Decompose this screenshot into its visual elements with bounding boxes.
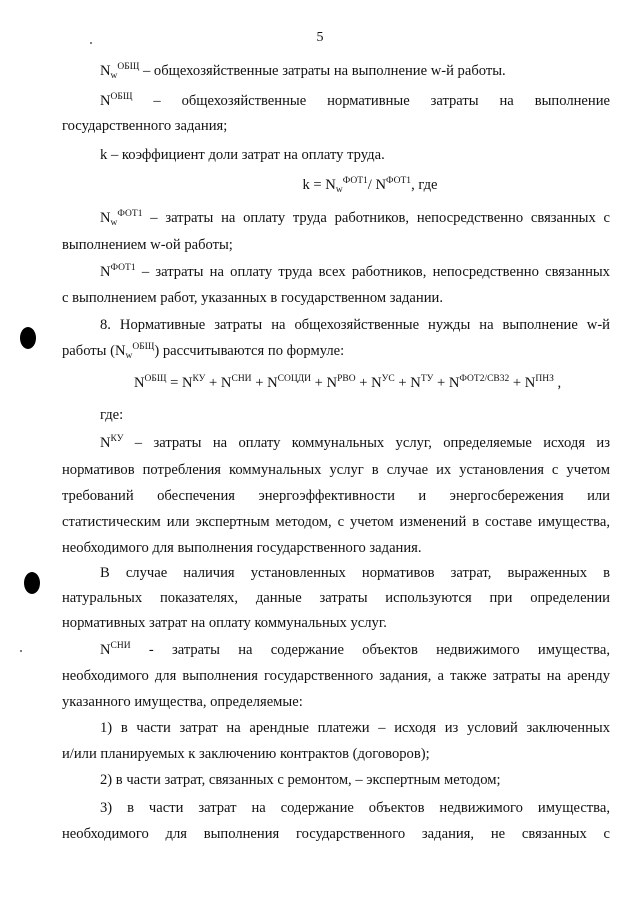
definition-n-obshch-w: $N_w^{ОБЩ}$ – общехозяйственные затраты на выполнение w-й работы.	[100, 62, 506, 81]
text-line: натуральных показателях, данные затраты используются при определении	[62, 590, 610, 606]
where-label: где:	[100, 407, 124, 423]
scan-speck	[20, 650, 22, 652]
definition-n-fot1-w: $N_w^{ФОТ1}$ – затраты на оплату труда работников, непосредственно связанных с	[100, 209, 611, 228]
definition-n-ku: $N^{КУ}$ – затраты на оплату коммунальных услуг, определяемые исходя из	[100, 434, 610, 451]
punch-hole-marker	[24, 572, 40, 594]
text-line: требований обеспечения энергоэффективности и энергосбережения или	[62, 488, 610, 504]
text-line: необходимого для выполнения государственного задания, не связанных с	[62, 826, 610, 842]
definition-n-obshch: $N^{ОБЩ}$ – общехозяйственные нормативные затраты на выполнение	[100, 92, 610, 109]
text-line: и/или планируемых к заключению контрактов (договоров);	[62, 746, 430, 762]
list-item-2: 2) в части затрат, связанных с ремонтом, – экспертным методом;	[100, 772, 501, 788]
text-line: выполнением w-ой работы;	[62, 237, 233, 253]
text-line: статистическим или экспертным методом, с учетом изменений в составе имущества,	[62, 514, 610, 530]
punch-hole-marker	[20, 327, 36, 349]
definition-n-sni: $N^{СНИ}$ - затраты на содержание объектов недвижимого имущества,	[100, 641, 610, 658]
text-line: с выполнением работ, указанных в государственном задании.	[62, 290, 443, 306]
scan-speck	[90, 42, 92, 44]
definition-n-fot1: $N^{ФОТ1}$ – затраты на оплату труда всех работников, непосредственно связанных	[100, 263, 610, 280]
text-line: государственного задания;	[62, 118, 228, 134]
text-line: нормативных затрат на оплату коммунальных услуг.	[62, 615, 387, 631]
formula-n-obshch: $N^{ОБЩ} = N^{КУ} + N^{СНИ} + N^{СОЦДИ} + N^{РВО} + N^{УС} + N^{ТУ} + N^{ФОТ2/СВ32} + N^{ПНЗ}$ ,	[134, 374, 562, 391]
text-line: указанного имущества, определяемые:	[62, 694, 303, 710]
list-item-3: 3) в части затрат на содержание объектов недвижимого имущества,	[100, 800, 610, 816]
text-line: нормативов потребления коммунальных услуг в случае их установления с учетом	[62, 462, 610, 478]
formula-k: $k = N_w^{ФОТ1}/$ $N^{ФОТ1}$, где	[302, 176, 438, 195]
definition-k: k – коэффициент доли затрат на оплату труда.	[100, 147, 385, 163]
page-number: 5	[316, 30, 324, 45]
text-line: необходимого для выполнения государственного задания.	[62, 540, 422, 556]
text-line: В случае наличия установленных нормативов затрат, выраженных в	[100, 565, 610, 581]
paragraph-8-line: 8. Нормативные затраты на общехозяйственные нужды на выполнение w-й	[100, 317, 610, 333]
paragraph-8-formula-intro: работы $(N_w^{ОБЩ})$ рассчитываются по формуле:	[62, 342, 345, 361]
text-line: необходимого для выполнения государственного задания, а также затраты на аренду	[62, 668, 610, 684]
list-item-1: 1) в части затрат на арендные платежи – исходя из условий заключенных	[100, 720, 610, 736]
